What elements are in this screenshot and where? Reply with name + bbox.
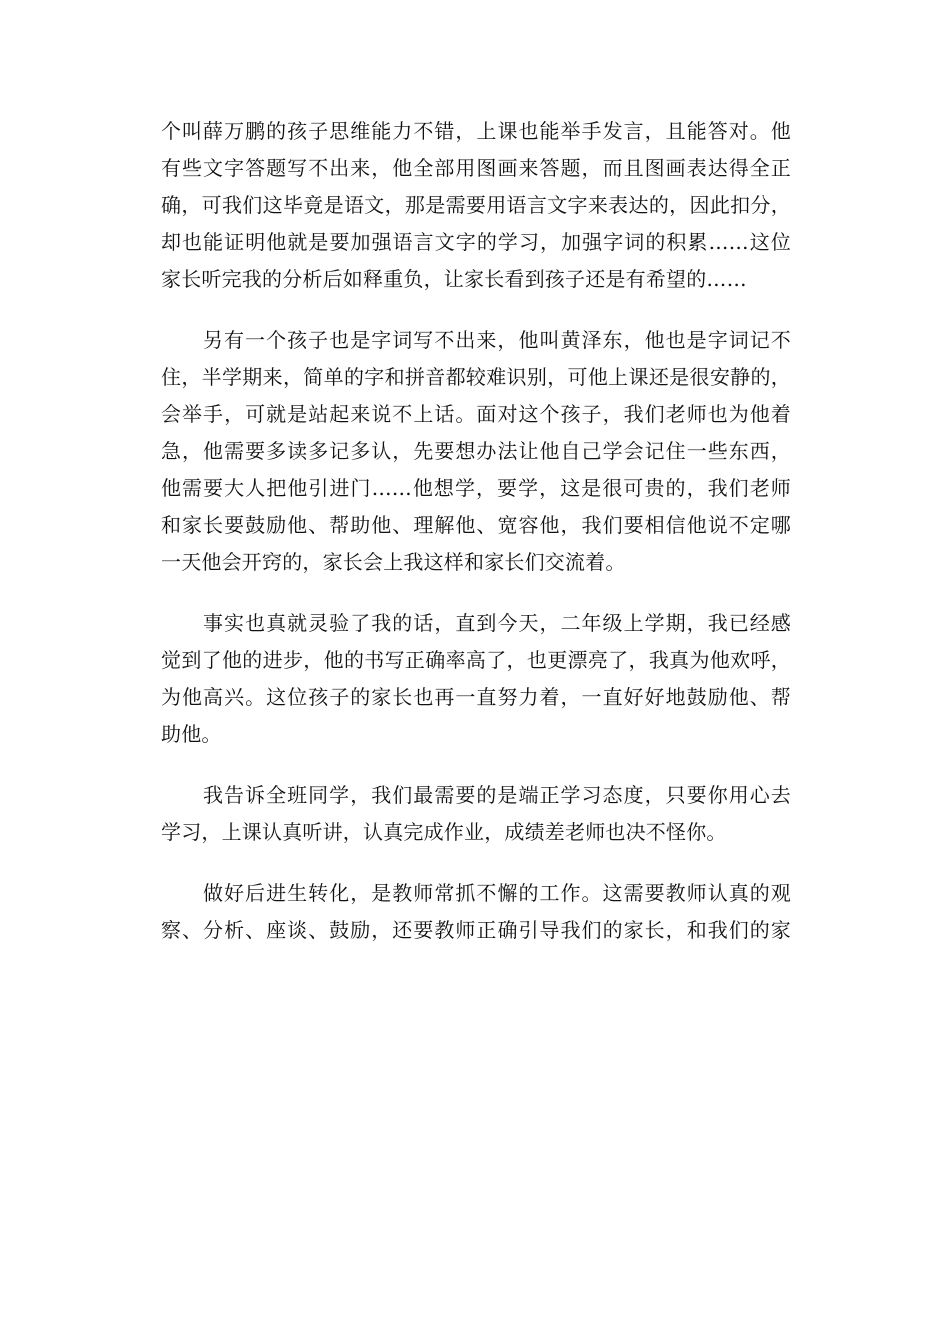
paragraph-1	[161, 118, 791, 293]
text-line: 和家长要鼓励他、帮助他、理解他、宽容他，我们要相信他说不定哪	[161, 513, 791, 537]
text-line: 会举手，可就是站起来说不上话。面对这个孩子，我们老师也为他着	[161, 402, 791, 426]
text-line: 为他高兴。这位孩子的家长也再一直努力着，一直好好地鼓励他、帮	[161, 685, 791, 709]
text-line: 有些文字答题写不出来，他全部用图画来答题，而且图画表达得全正	[161, 156, 791, 180]
paragraph-2	[161, 327, 791, 576]
text-line: 做好后进生转化，是教师常抓不懈的工作。这需要教师认真的观	[203, 881, 791, 905]
text-line: 家长听完我的分析后如释重负，让家长看到孩子还是有希望的……	[161, 267, 747, 291]
text-line: 察、分析、座谈、鼓励，还要教师正确引导我们的家长，和我们的家	[161, 918, 791, 942]
text-line: 助他。	[161, 722, 222, 746]
text-line: 确，可我们这毕竟是语文，那是需要用语言文字来表达的，因此扣分，	[161, 193, 791, 217]
text-line: 他需要大人把他引进门……他想学，要学，这是很可贵的，我们老师	[161, 476, 791, 500]
text-line: 个叫薛万鹏的孩子思维能力不错，上课也能举手发言，且能答对。他	[161, 119, 791, 143]
text-line: 我告诉全班同学，我们最需要的是端正学习态度，只要你用心去	[203, 783, 791, 807]
text-line: 觉到了他的进步，他的书写正确率高了，也更漂亮了，我真为他欢呼，	[161, 648, 791, 672]
text-line: 事实也真就灵验了我的话，直到今天，二年级上学期，我已经感	[203, 611, 791, 635]
document-body	[161, 118, 791, 978]
paragraph-5	[161, 880, 791, 944]
text-line: 另有一个孩子也是字词写不出来，他叫黄泽东，他也是字词记不	[203, 328, 791, 352]
text-line: 住，半学期来，简单的字和拼音都较难识别，可他上课还是很安静的，	[161, 365, 791, 389]
text-line: 一天他会开窍的，家长会上我这样和家长们交流着。	[161, 550, 626, 574]
text-line: 学习，上课认真听讲，认真完成作业，成绩差老师也决不怪你。	[161, 820, 727, 844]
text-line: 急，他需要多读多记多认，先要想办法让他自己学会记住一些东西，	[161, 439, 791, 463]
paragraph-3	[161, 610, 791, 748]
paragraph-4	[161, 782, 791, 846]
text-line: 却也能证明他就是要加强语言文字的学习，加强字词的积累……这位	[161, 230, 791, 254]
